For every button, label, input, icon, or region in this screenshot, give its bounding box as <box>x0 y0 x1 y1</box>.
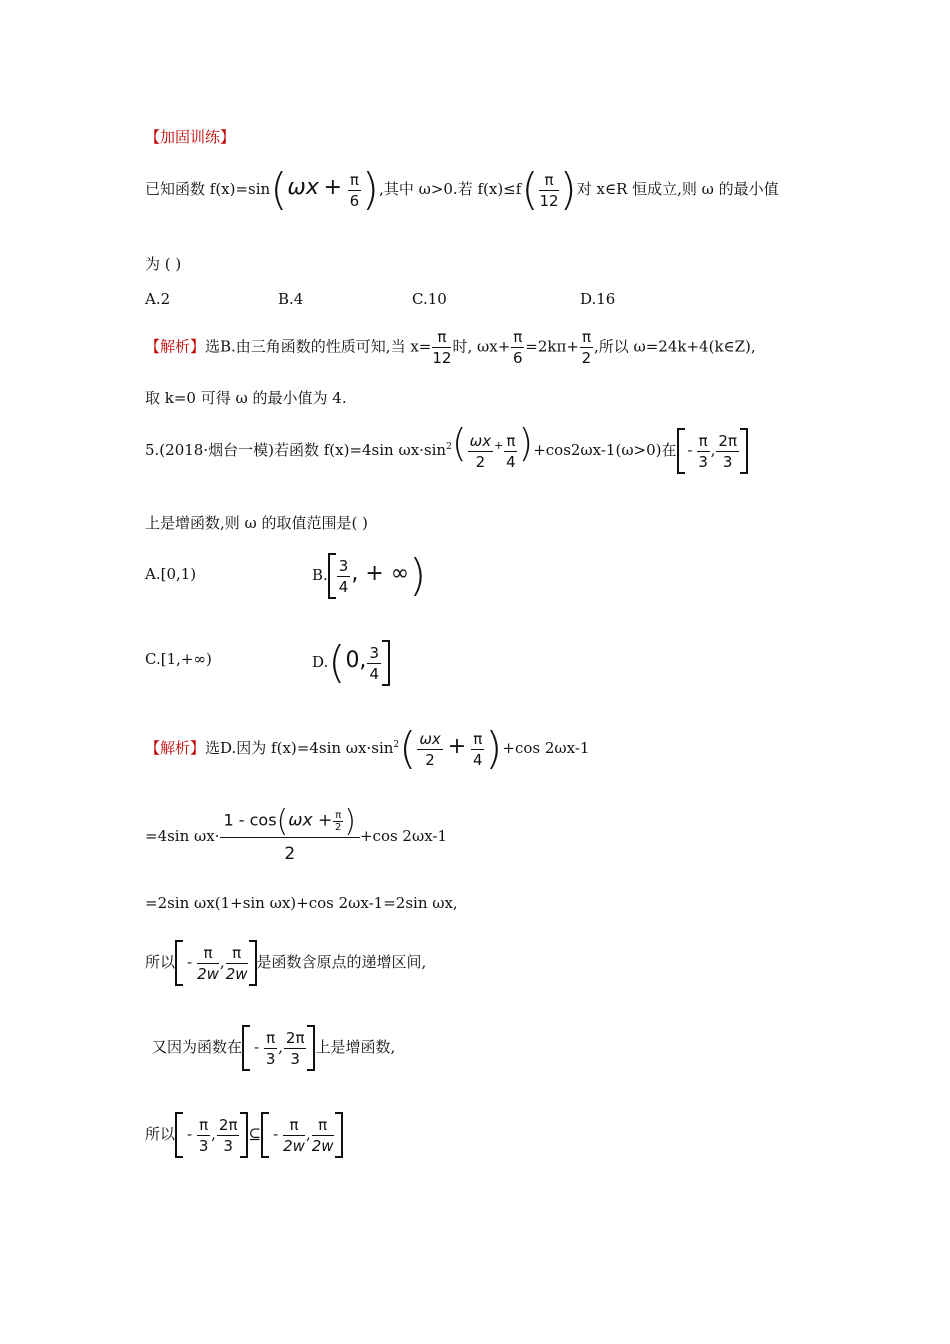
q5-option-d: D.(0, $\frac{3}{4}$ <box>312 640 390 686</box>
sol5-l2-a: =4sin ωx· <box>145 827 220 845</box>
solution-5 <box>145 723 590 774</box>
q1-fraction-pi-12: $\frac{\pi}{12}$ <box>539 170 559 210</box>
solution-5-line-4: 所以 - $\frac{\pi}{2w}$ , $\frac{\pi}{2w}$ 是函数含原点的递增区间, <box>145 940 426 986</box>
sol1-text-a: 选B.由三角函数的性质可知,当 x= <box>205 337 432 356</box>
sol1-text-d: ,所以 ω=24k+4(k∈Z), <box>593 337 756 356</box>
q5-plus: + <box>494 439 504 452</box>
sol5-frac-2pi-3: $\frac{2\pi}{3}$ <box>285 1028 305 1068</box>
question-1-stem <box>145 164 779 215</box>
q1-option-c: C.10 <box>412 290 447 308</box>
q1-fraction-pi-6: $\frac{\pi}{6}$ <box>349 170 360 210</box>
minus-sign: - <box>273 1125 279 1143</box>
solution-tag: 【解析】 <box>145 337 206 356</box>
question-5-stem: 5.(2018·烟台一模)若函数 f(x)=4sin $\omega x\cdot\sin^2$( $\frac{\omega x}{2}$ + $\frac{\pi}{4}$ )+cos2ωx-1(ω>0)在 - $\frac{\pi}{3}$ , $\frac{2\pi}{3}$ <box>145 428 748 474</box>
sol5-frac-pi-2w: $\frac{\pi}{2w}$ <box>197 943 219 983</box>
q5-option-b: B. $\frac{3}{4}$ , + ∞) <box>312 550 427 601</box>
section-heading: 【加固训练】 <box>145 128 236 146</box>
q5-frac-wx-2: $\frac{\omega x}{2}$ <box>469 431 492 471</box>
sol5-frac-pi-3: $\frac{\pi}{3}$ <box>198 1115 209 1155</box>
q5-frac-pi-3: $\frac{\pi}{3}$ <box>698 431 708 471</box>
right-paren: ) <box>485 723 503 774</box>
sol1-text-b: 时, ωx+ <box>452 337 511 356</box>
right-paren: ) <box>518 421 534 465</box>
solution-1-line-2: 取 k=0 可得 ω 的最小值为 4. <box>145 389 347 407</box>
q1-text-a: 已知函数 f(x)=sin <box>145 180 271 198</box>
sol1-frac-pi-2: $\frac{\pi}{2}$ <box>581 328 592 367</box>
solution-5-line-3: =2sin ωx(1+sin ωx)+cos 2ωx-1=2sin ωx, <box>145 894 458 912</box>
q1-option-b: B.4 <box>278 290 304 308</box>
q1-text-c: 对 x∈R 恒成立,则 ω 的最小值 <box>576 180 779 198</box>
solution-5-line-6: 所以 - $\frac{\pi}{3}$ , $\frac{2\pi}{3}$ ⊆ - $\frac{\pi}{2w}$ , $\frac{\pi}{2w}$ <box>145 1112 343 1158</box>
left-bracket <box>242 1025 250 1071</box>
q5-option-c: C.[1,+∞) <box>145 650 212 668</box>
question-1-stem-end: 为 ( ) <box>145 255 182 273</box>
sol5-text-b: +cos 2ωx-1 <box>502 739 590 757</box>
right-bracket <box>740 428 748 474</box>
sol5-frac-2pi-3: $\frac{2\pi}{3}$ <box>218 1115 238 1155</box>
q5-frac-pi-4: $\frac{\pi}{4}$ <box>506 431 516 471</box>
q5-text-a: 5.(2018·烟台一模)若函数 f(x)=4sin ωx·sin <box>145 441 447 459</box>
minus-sign: - <box>687 441 693 459</box>
sol5-l5-a: 又因为函数在 <box>152 1038 243 1056</box>
left-paren: ( <box>270 164 288 215</box>
solution-1 <box>145 327 756 368</box>
left-paren: ( <box>399 723 417 774</box>
sol5-l4-a: 所以 <box>145 953 176 971</box>
q5-superscript: 2 <box>446 442 452 452</box>
solution-5-line-2 <box>145 803 448 864</box>
right-bracket <box>249 940 257 986</box>
sol5-frac-pi-2w: $\frac{\pi}{2w}$ <box>283 1115 305 1155</box>
sol5-frac-pi-2w: $\frac{\pi}{2w}$ <box>311 1115 334 1155</box>
sol1-frac-pi-6: $\frac{\pi}{6}$ <box>513 328 523 367</box>
sol5-frac-wx-2: $\frac{\omega x}{2}$ <box>419 729 441 769</box>
subset-symbol: ⊆ <box>248 1125 262 1143</box>
solution-5-line-5: 又因为函数在 - $\frac{\pi}{3}$ , $\frac{2\pi}{3}$ 上是增函数, <box>152 1025 395 1071</box>
sol5-l2-b: +cos 2ωx-1 <box>359 827 448 845</box>
sol1-frac-pi-12: $\frac{\pi}{12}$ <box>432 328 452 367</box>
q1-option-a: A.2 <box>145 290 171 308</box>
sol5-text-a: 选D.因为 f(x)=4sin ωx·sin <box>205 739 394 757</box>
q1-text-b: ,其中 ω>0.若 f(x)≤f <box>379 180 522 198</box>
sol1-text-c: =2kπ+ <box>525 337 579 356</box>
right-paren: ) <box>559 164 577 215</box>
minus-sign: - <box>187 953 193 971</box>
sol5-l6-a: 所以 <box>145 1125 176 1143</box>
sol5-l5-b: 上是增函数, <box>315 1038 396 1056</box>
minus-sign: - <box>254 1038 260 1056</box>
q1-arg: ωx <box>287 175 319 200</box>
left-bracket <box>175 940 183 986</box>
sol5-superscript: 2 <box>393 740 400 750</box>
right-paren: ) <box>361 164 380 215</box>
left-bracket <box>175 1112 183 1158</box>
sol5-frac-pi-2w: $\frac{\pi}{2w}$ <box>225 943 248 983</box>
q1-plus: + <box>323 175 343 200</box>
q5-text-b: +cos2ωx-1(ω>0)在 <box>533 441 677 459</box>
solution-tag: 【解析】 <box>145 739 206 757</box>
sol5-frac-pi-4: $\frac{\pi}{4}$ <box>472 729 483 769</box>
sol5-plus: + <box>447 734 467 759</box>
sol5-big-fraction: 1 - cos(ωx + $\frac{\pi}{2}$ ) 2 <box>220 810 360 864</box>
question-5-stem-end: 上是增函数,则 ω 的取值范围是( ) <box>145 514 369 532</box>
left-bracket <box>677 428 685 474</box>
right-bracket <box>335 1112 343 1158</box>
left-paren: ( <box>451 421 467 465</box>
q5-frac-2pi-3: $\frac{2\pi}{3}$ <box>718 431 737 471</box>
left-bracket <box>261 1112 269 1158</box>
sol5-l4-b: 是函数含原点的递增区间, <box>256 953 427 971</box>
left-paren: ( <box>521 164 539 215</box>
q1-option-d: D.16 <box>580 290 616 308</box>
q5-option-a: A.[0,1) <box>145 565 197 583</box>
minus-sign: - <box>187 1125 193 1143</box>
sol5-frac-pi-3: $\frac{\pi}{3}$ <box>265 1028 276 1068</box>
